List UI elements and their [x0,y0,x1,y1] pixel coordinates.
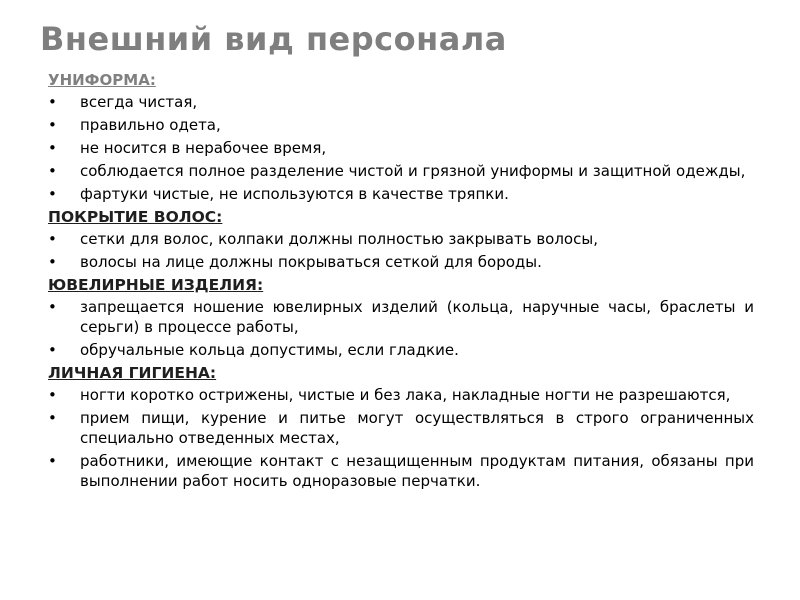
list-item-text: не носится в нерабочее время, [80,139,327,157]
section-list-jewelry [48,297,754,360]
bullet-icon: • [48,386,57,404]
list-item [48,138,754,158]
bullet-icon: • [48,93,57,111]
bullet-icon: • [48,452,57,470]
section-heading-hair: ПОКРЫТИЕ ВОЛОС: [48,208,223,226]
bullet-icon: • [48,116,57,134]
list-item [48,297,754,337]
section-heading-jewelry: ЮВЕЛИРНЫЕ ИЗДЕЛИЯ: [48,276,264,294]
list-item-text: фартуки чистые, не используются в качестве тряпки. [80,185,509,203]
list-item [48,451,754,491]
list-item-text: сетки для волос, колпаки должны полностью закрывать волосы, [80,230,598,248]
list-item [48,408,754,448]
list-item [48,92,754,112]
list-item [48,161,754,181]
list-item [48,252,754,272]
section-heading-hygiene: ЛИЧНАЯ ГИГИЕНА: [48,364,217,382]
list-item-text: правильно одета, [80,116,221,134]
slide-content [48,68,754,494]
list-item [48,229,754,249]
list-item-text: работники, имеющие контакт с незащищенным продуктам питания, обязаны при выполнении работ носить одноразовые перчатки. [80,452,754,490]
bullet-icon: • [48,162,57,180]
section-list-hygiene [48,385,754,491]
bullet-icon: • [48,253,57,271]
list-item-text: волосы на лице должны покрываться сеткой для бороды. [80,253,542,271]
list-item-text: обручальные кольца допустимы, если гладкие. [80,341,459,359]
list-item-text: всегда чистая, [80,93,198,111]
bullet-icon: • [48,185,57,203]
section-list-hair [48,229,754,272]
section-list-uniform [48,92,754,204]
bullet-icon: • [48,409,57,427]
list-item-text: ногти коротко острижены, чистые и без лака, накладные ногти не разрешаются, [80,386,731,404]
list-item-text: прием пищи, курение и питье могут осуществляться в строго ограниченных специально отведенных местах, [80,409,754,447]
list-item-text: соблюдается полное разделение чистой и грязной униформы и защитной одежды, [80,162,746,180]
list-item [48,115,754,135]
list-item-text: запрещается ношение ювелирных изделий (кольца, наручные часы, браслеты и серьги) в процессе работы, [80,298,754,336]
bullet-icon: • [48,230,57,248]
list-item [48,184,754,204]
bullet-icon: • [48,139,57,157]
section-heading-uniform: УНИФОРМА: [48,71,156,89]
list-item [48,385,754,405]
page-title: Внешний вид персонала [40,20,507,58]
bullet-icon: • [48,298,57,316]
list-item [48,340,754,360]
bullet-icon: • [48,341,57,359]
